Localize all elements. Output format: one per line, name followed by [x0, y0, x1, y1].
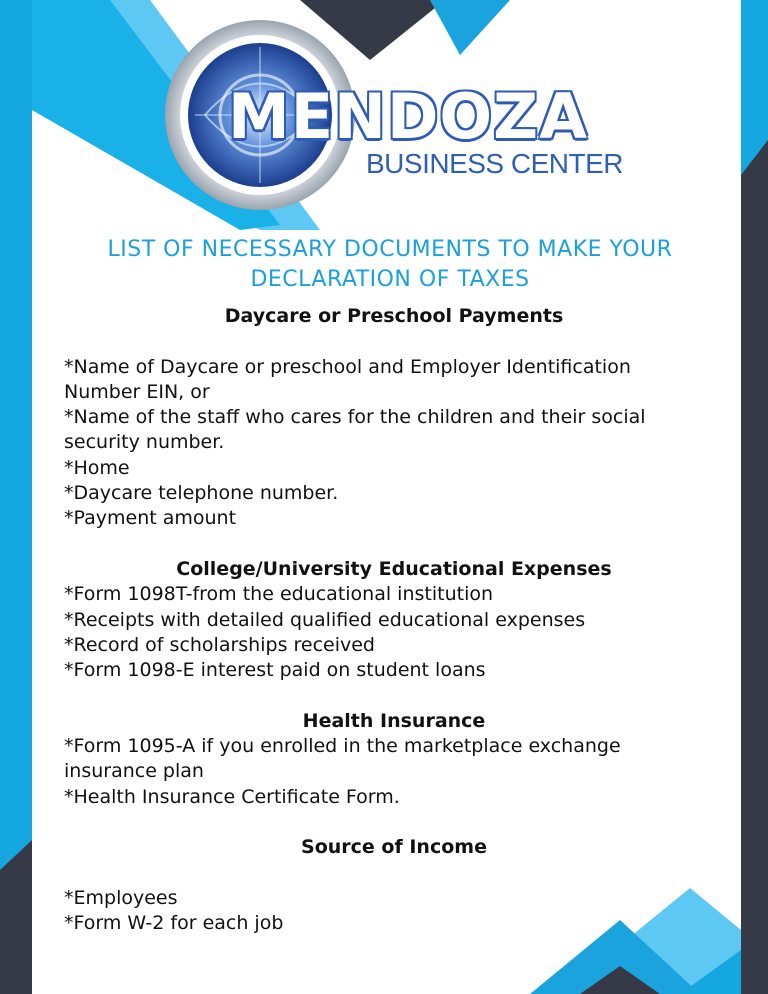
- list-item: *Home: [64, 456, 130, 479]
- list-item: *Form W-2 for each job: [64, 912, 284, 935]
- list-item: *Health Insurance Certificate Form.: [64, 785, 400, 808]
- logo-subtitle: BUSINESS CENTER: [366, 148, 623, 179]
- list-item: *Payment amount: [64, 507, 237, 530]
- right-dark-band: [741, 140, 768, 994]
- list-item: security number.: [64, 431, 225, 454]
- section-heading: Daycare or Preschool Payments: [224, 305, 564, 327]
- section-heading: Health Insurance: [302, 709, 486, 732]
- list-item: *Form 1098T-from the educational institution: [64, 583, 494, 606]
- list-item: Number EIN, or: [64, 380, 210, 403]
- logo-wordmark: MENDOZA: [228, 80, 589, 153]
- section-heading: Source of Income: [301, 836, 487, 859]
- list-item: *Form 1098-E interest paid on student loans: [64, 659, 486, 682]
- list-item: *Employees: [64, 886, 178, 909]
- section-heading: College/University Educational Expenses: [176, 557, 612, 580]
- list-item: *Daycare telephone number.: [64, 482, 339, 505]
- list-item: *Name of the staff who cares for the children and their social: [64, 406, 646, 429]
- page-title-line2: DECLARATION OF TAXES: [250, 267, 530, 292]
- list-item: insurance plan: [64, 760, 204, 783]
- document-body: [64, 304, 724, 936]
- page-title-line1: LIST OF NECESSARY DOCUMENTS TO MAKE YOUR: [107, 237, 673, 262]
- list-item: *Form 1095-A if you enrolled in the marketplace exchange: [64, 735, 621, 758]
- list-item: *Name of Daycare or preschool and Employer Identification: [64, 355, 631, 378]
- list-item: *Receipts with detailed qualified educational expenses: [64, 608, 586, 631]
- list-item: *Record of scholarships received: [64, 633, 375, 656]
